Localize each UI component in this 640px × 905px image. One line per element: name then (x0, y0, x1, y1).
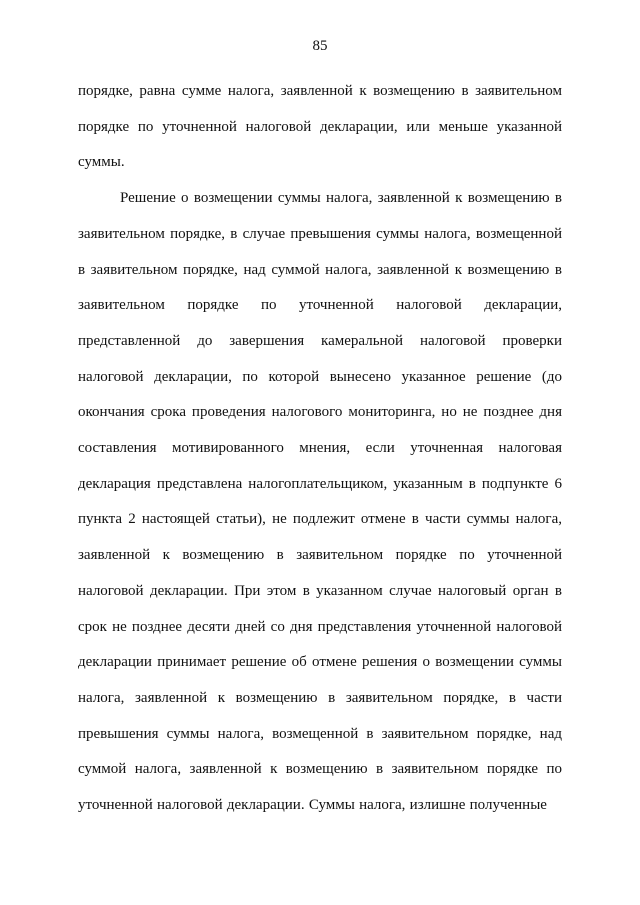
paragraph-decision-on-refund: Решение о возмещении суммы налога, заявленной к возмещению в заявительном порядке, в случае превышения суммы налога, возмещенной в заявительном порядке, над суммой налога, заявленной к возмещению в заявительном порядке по уточненной налоговой декларации, представленной до завершения камеральной налоговой проверки налоговой декларации, по которой вынесено указанное решение (до окончания срока проведения налогового мониторинга, но не позднее дня составления мотивированного мнения, если уточненная налоговая декларация представлена налогоплательщиком, указанным в подпункте 6 пункта 2 настоящей статьи), не подлежит отмене в части суммы налога, заявленной к возмещению в заявительном порядке по уточненной налоговой декларации. При этом в указанном случае налоговый орган в срок не позднее десяти дней со дня представления уточненной налоговой декларации принимает решение об отмене решения о возмещении суммы налога, заявленной к возмещению в заявительном порядке, в части превышения суммы налога, возмещенной в заявительном порядке, над суммой налога, заявленной к возмещению в заявительном порядке по уточненной налоговой декларации. Суммы налога, излишне полученные (78, 190, 562, 814)
page-number: 85 (312, 38, 328, 54)
document-body (78, 74, 562, 824)
paragraph-continuation: порядке, равна сумме налога, заявленной к возмещению в заявительном порядке по уточненной налоговой декларации, или меньше указанной суммы. (78, 83, 562, 171)
